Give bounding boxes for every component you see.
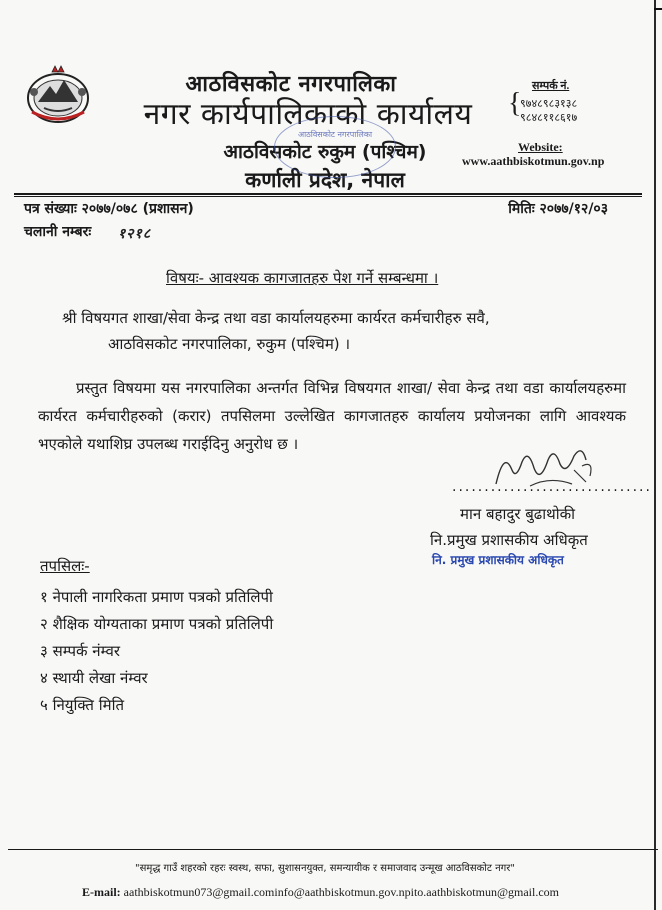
list-item: ३ सम्पर्क नंम्वर bbox=[40, 642, 120, 660]
edge-rule bbox=[654, 0, 656, 910]
signature-line: ............................... bbox=[452, 479, 652, 495]
footer-divider bbox=[8, 849, 658, 850]
dispatch-number: १२१८ bbox=[118, 226, 152, 242]
contact-label: सम्पर्क नं. bbox=[532, 80, 570, 92]
email-label: E-mail: bbox=[82, 885, 121, 899]
email-addresses[interactable]: aathbiskotmun073@gmail.cominfo@aathbiskotmun.gov.npito.aathbiskotmun@gmail.com bbox=[123, 885, 559, 899]
office-name: नगर कार्यपालिकाको कार्यालय bbox=[143, 97, 473, 132]
stamp-text: आठविसकोट नगरपालिका bbox=[297, 130, 373, 139]
dispatch-label: चलानी नम्बरः bbox=[24, 224, 92, 240]
header-divider bbox=[14, 196, 642, 197]
website-url[interactable]: www.aathbiskotmun.gov.np bbox=[462, 154, 605, 168]
office-stamp bbox=[274, 116, 396, 178]
website-label: Website: bbox=[518, 140, 563, 154]
signer-title: नि.प्रमुख प्रशासकीय अधिकृत bbox=[430, 531, 588, 549]
contact-number: ९७४८९८३१३८ bbox=[520, 97, 578, 110]
brace-glyph: { bbox=[508, 88, 522, 119]
list-item: ५ नियुक्ति मिति bbox=[40, 696, 125, 714]
contact-number: ९८४८११८६१७ bbox=[520, 111, 578, 124]
signer-name: मान बहादुर बुढाथोकी bbox=[460, 505, 576, 523]
details-heading: तपसिलः- bbox=[40, 557, 90, 575]
corner-mark bbox=[654, 8, 662, 10]
office-location: आठविसकोट रुकुम (पश्चिम) bbox=[223, 141, 427, 163]
signer-stamp: नि. प्रमुख प्रशासकीय अधिकृत bbox=[432, 553, 564, 567]
reference-number: पत्र संख्याः २०७७/०७८ (प्रशासन) bbox=[24, 201, 194, 217]
addressee-line: आठविसकोट नगरपालिका, रुकुम (पश्चिम) । bbox=[108, 335, 351, 353]
details-list bbox=[40, 584, 273, 719]
nepal-emblem-icon bbox=[22, 62, 94, 126]
list-item: २ शैक्षिक योग्यताका प्रमाण पत्रको प्रतिलिपी bbox=[40, 615, 274, 633]
header-divider bbox=[14, 193, 642, 195]
org-name: आठविसकोट नगरपालिका bbox=[185, 72, 397, 97]
addressee-line: श्री विषयगत शाखा/सेवा केन्द्र तथा वडा कार्यालयहरुमा कार्यरत कर्मचारीहरु सवै, bbox=[62, 309, 490, 327]
province-line: कर्णाली प्रदेश, नेपाल bbox=[245, 168, 405, 192]
footer-email bbox=[82, 885, 559, 900]
list-item: ४ स्थायी लेखा नंम्वर bbox=[40, 669, 148, 687]
list-item: १ नेपाली नागरिकता प्रमाण पत्रको प्रतिलिपी bbox=[40, 588, 273, 606]
bleed-through bbox=[466, 767, 556, 779]
letter-date: मितिः २०७७/१२/०३ bbox=[508, 201, 608, 217]
footer-motto: "समृद्ध गाउँ शहरको रहरः स्वस्थ, सफा, सुशासनयुक्त, समन्यायीक र समाजवाद उन्मूख आठविसकोट नगर" bbox=[135, 863, 515, 874]
letter-subject: विषयः- आवश्यक कागजातहरु पेश गर्ने सम्बन्धमा । bbox=[166, 269, 439, 287]
letter-body: प्रस्तुत विषयमा यस नगरपालिका अन्तर्गत विभिन्न विषयगत शाखा/ सेवा केन्द्र तथा वडा कार्यालयहरुमा कार्यरत कर्मचारीहरुको (करार) तपसिलमा उल्लेखित कागजातहरु कार्यालय प्रयोजनका लागि आवश्यक भएकोले यथाशिघ्र उपलब्ध गराईदिनु अनुरोध छ । bbox=[38, 379, 626, 453]
